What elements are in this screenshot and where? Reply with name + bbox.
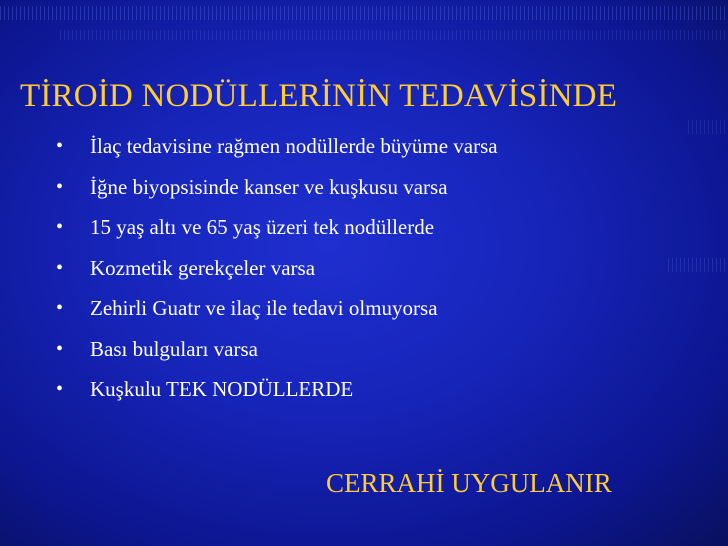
bullet-text: İlaç tedavisine rağmen nodüllerde büyüme varsa [90,134,498,158]
bullet-item [56,335,498,376]
bullet-text: Kuşkulu TEK NODÜLLERDE [90,377,354,401]
bullet-list [56,132,498,416]
bullet-item [56,173,498,214]
bullet-item [56,213,498,254]
bullet-text: İğne biyopsisinde kanser ve kuşkusu varsa [90,174,448,199]
bullet-icon: • [56,175,64,198]
bullet-text: Zehirli Guatr ve ilaç ile tedavi olmuyorsa [90,296,438,320]
bullet-icon: • [56,135,64,157]
bullet-item [56,254,498,295]
bullet-item [56,132,498,173]
bullet-icon: • [56,337,64,360]
bullet-icon: • [56,297,64,319]
slide-title: TİROİD NODÜLLERİNİN TEDAVİSİNDE [20,78,618,114]
bullet-icon: • [56,378,64,400]
decorative-stripes-top [0,6,728,20]
bullet-text: Bası bulguları varsa [90,336,258,361]
decorative-stripes-right [668,258,728,272]
bullet-item [56,294,498,335]
bullet-text: 15 yaş altı ve 65 yaş üzeri tek nodüllerde [90,215,435,239]
decorative-stripes-top-secondary [60,30,728,40]
bullet-icon: • [56,256,64,279]
bullet-icon: • [56,216,64,238]
conclusion-text: CERRAHİ UYGULANIR [326,468,612,498]
decorative-stripes-right-upper [688,120,728,134]
bullet-text: Kozmetik gerekçeler varsa [90,255,316,280]
bullet-item [56,375,498,416]
